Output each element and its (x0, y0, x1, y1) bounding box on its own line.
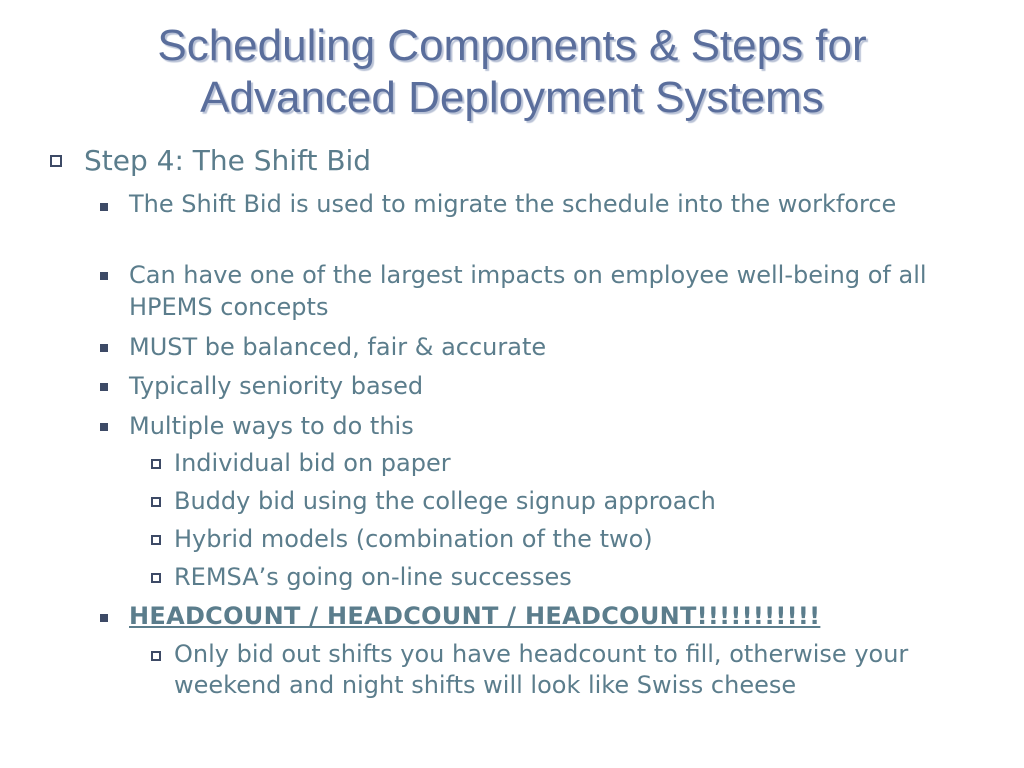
square-bullet-icon (100, 423, 108, 431)
title-line-2: Advanced Deployment Systems (200, 73, 824, 122)
bullet-item: Multiple ways to do this (129, 412, 414, 440)
square-bullet-icon (100, 203, 108, 211)
square-bullet-icon (100, 272, 108, 280)
sub-bullet-item: Buddy bid using the college signup approach (174, 487, 716, 515)
hollow-square-bullet-icon (50, 155, 62, 167)
square-bullet-icon (100, 383, 108, 391)
hollow-square-bullet-icon (151, 459, 161, 469)
bullet-item: Typically seniority based (129, 372, 424, 400)
square-bullet-icon (100, 614, 108, 622)
bullet-item: Can have one of the largest impacts on employee well-being of all HPEMS concepts (129, 261, 927, 321)
square-bullet-icon (100, 344, 108, 352)
bullet-item: The Shift Bid is used to migrate the schedule into the workforce (129, 190, 897, 218)
sub-bullet-item: Hybrid models (combination of the two) (174, 525, 653, 553)
hollow-square-bullet-icon (151, 535, 161, 545)
hollow-square-bullet-icon (151, 497, 161, 507)
hollow-square-bullet-icon (151, 651, 161, 661)
sub-bullet-item: Only bid out shifts you have headcount to fill, otherwise your weekend and night shifts will look like Swiss cheese (174, 640, 909, 699)
bullet-item: MUST be balanced, fair & accurate (129, 333, 547, 361)
sub-bullet-item: REMSA’s going on-line successes (174, 563, 572, 591)
hollow-square-bullet-icon (151, 573, 161, 583)
step-heading: Step 4: The Shift Bid (84, 144, 372, 177)
headcount-emphasis: HEADCOUNT / HEADCOUNT / HEADCOUNT!!!!!!!!!!! (129, 602, 821, 630)
sub-bullet-item: Individual bid on paper (174, 449, 451, 477)
title-line-1: Scheduling Components & Steps for (157, 21, 867, 70)
